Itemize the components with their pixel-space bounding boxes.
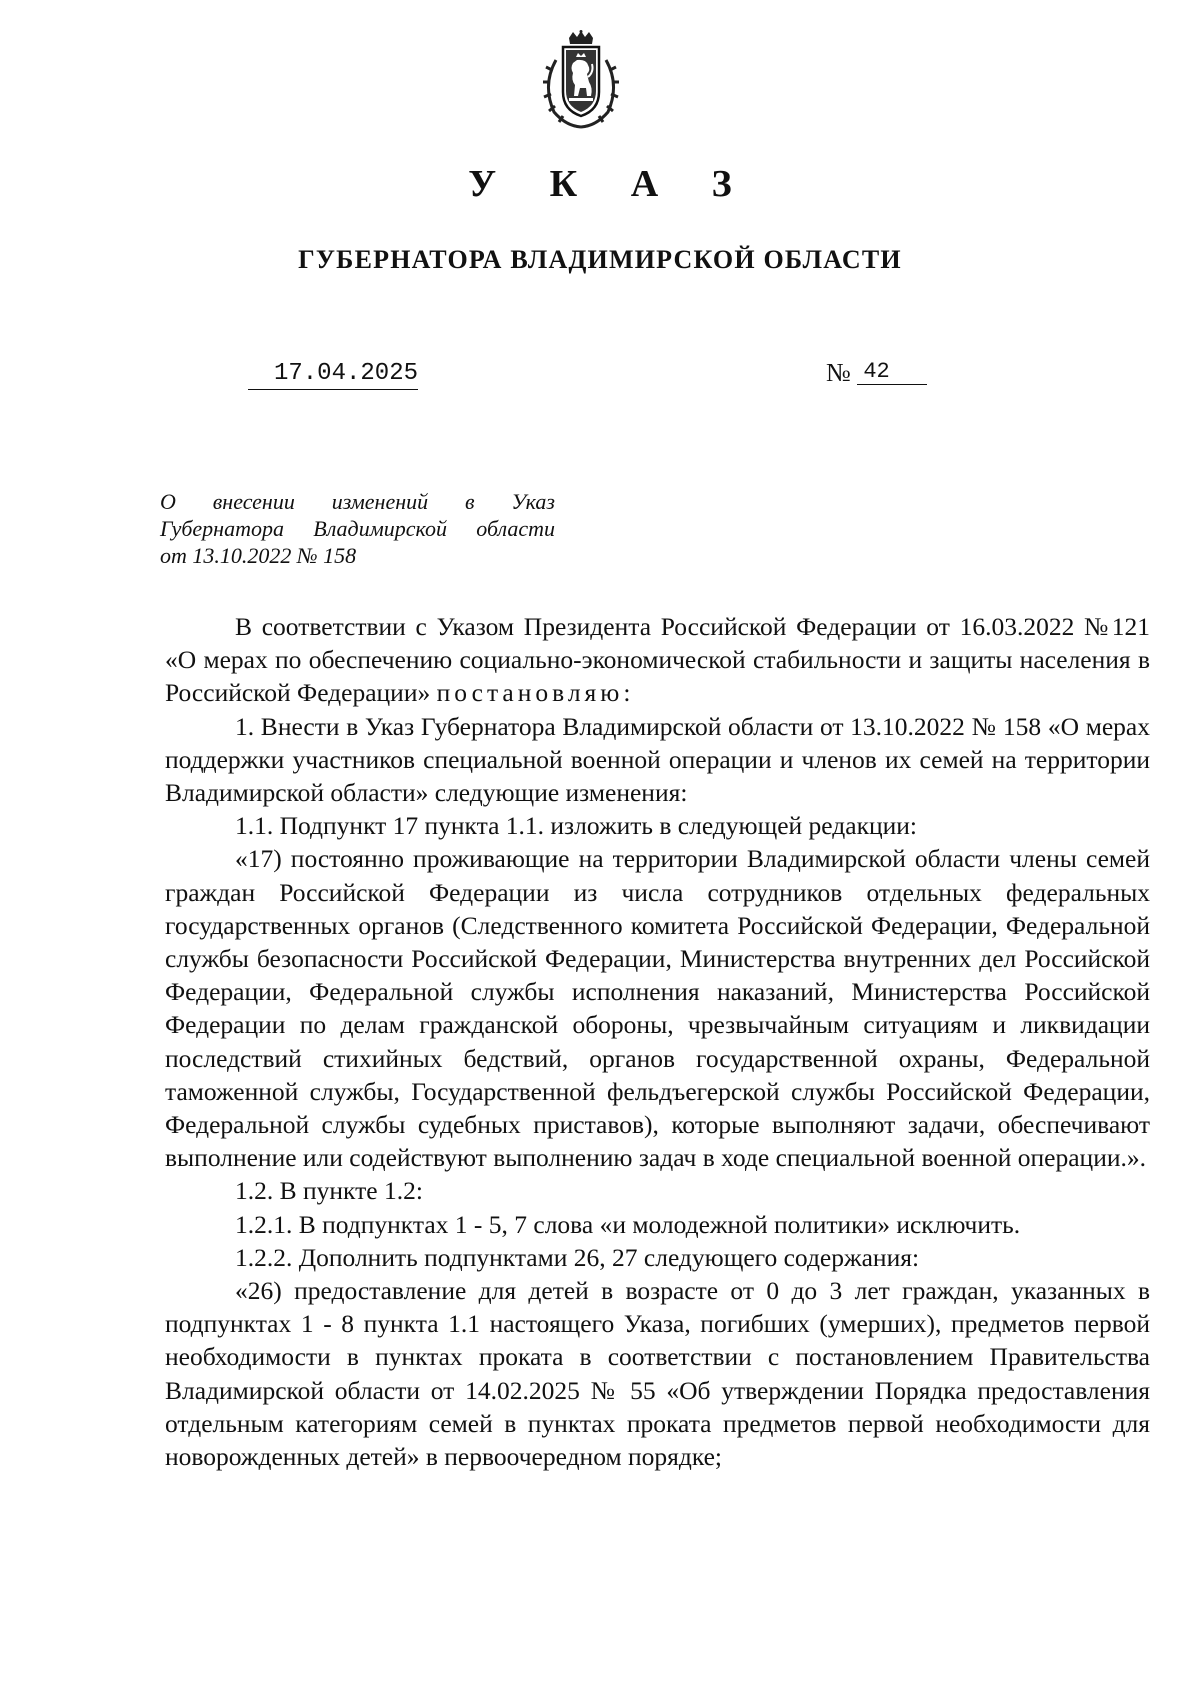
preamble-paragraph (165, 610, 1150, 710)
paragraph-1-2: 1.2. В пункте 1.2: (235, 1176, 423, 1206)
paragraph-1-2-1: 1.2.1. В подпунктах 1 - 5, 7 слова «и молодежной политики» исключить. (235, 1209, 1021, 1239)
subparagraph-26: «26) предоставление для детей в возрасте от 0 до 3 лет граждан, указанных в подпунктах 1 - 8 пункта 1.1 настоящего Указа, погибших (умерших), предметов первой необходимости в пунктах проката в соответствии с постановлением Правительства Владимирской области от 14.02.2025 № 55 «Об утверждении Порядка предоставления отдельным категориям семей в пунктах проката предметов первой необходимости для новорожденных детей» в первоочередном порядке; (165, 1276, 1150, 1472)
heading-line: О внесении изменений в Указ (160, 489, 555, 514)
subparagraph-17: «17) постоянно проживающие на территории Владимирской области члены семей граждан Российской Федерации из числа сотрудников отдельных федеральных государственных органов (Следственного комитета Российской Федерации, Федеральной службы безопасности Российской Федерации, Министерства внутренних дел Российской Федерации, Федеральной службы исполнения наказаний, Министерства Российской Федерации по делам гражданской обороны, чрезвычайным ситуациям и ликвидации последствий стихийных бедствий, органов государственной охраны, Федеральной таможенной службы, Государственной фельдъегерской службы Российской Федерации, Федеральной службы судебных приставов), которые выполняют задачи, обеспечивают выполнение или содействуют выполнению задач в ходе специальной военной операции.». (165, 844, 1150, 1173)
paragraph-1: 1. Внести в Указ Губернатора Владимирской области от 13.10.2022 № 158 «О мерах поддержки участников специальной военной операции и членов их семей на территории Владимирской области» следующие изменения: (165, 711, 1150, 808)
decree-number-block (826, 358, 927, 388)
decree-date: 17.04.2025 (248, 360, 418, 390)
document-type-title: У К А З (468, 163, 754, 205)
heading-line: от 13.10.2022 № 158 (160, 543, 357, 568)
heading-line: Губернатора Владимирской области (160, 516, 555, 541)
paragraph-1-2-2: 1.2.2. Дополнить подпунктами 26, 27 следующего содержания: (235, 1242, 920, 1272)
vladimir-coat-of-arms-icon (536, 30, 626, 130)
decree-number: 42 (857, 359, 927, 385)
issuer-title: ГУБЕРНАТОРА ВЛАДИМИРСКОЙ ОБЛАСТИ (298, 245, 902, 274)
decree-heading (160, 488, 555, 569)
decree-word: постановляю: (436, 678, 635, 708)
number-label: № (826, 358, 851, 387)
decree-body (165, 610, 1150, 1473)
preamble-text: В соответствии с Указом Президента Российской Федерации от 16.03.2022 №121 «О мерах по обеспечению социально-экономической стабильности и защиты населения в Российской Федерации» (165, 612, 1150, 708)
paragraph-1-1: 1.1. Подпункт 17 пункта 1.1. изложить в следующей редакции: (235, 811, 917, 841)
